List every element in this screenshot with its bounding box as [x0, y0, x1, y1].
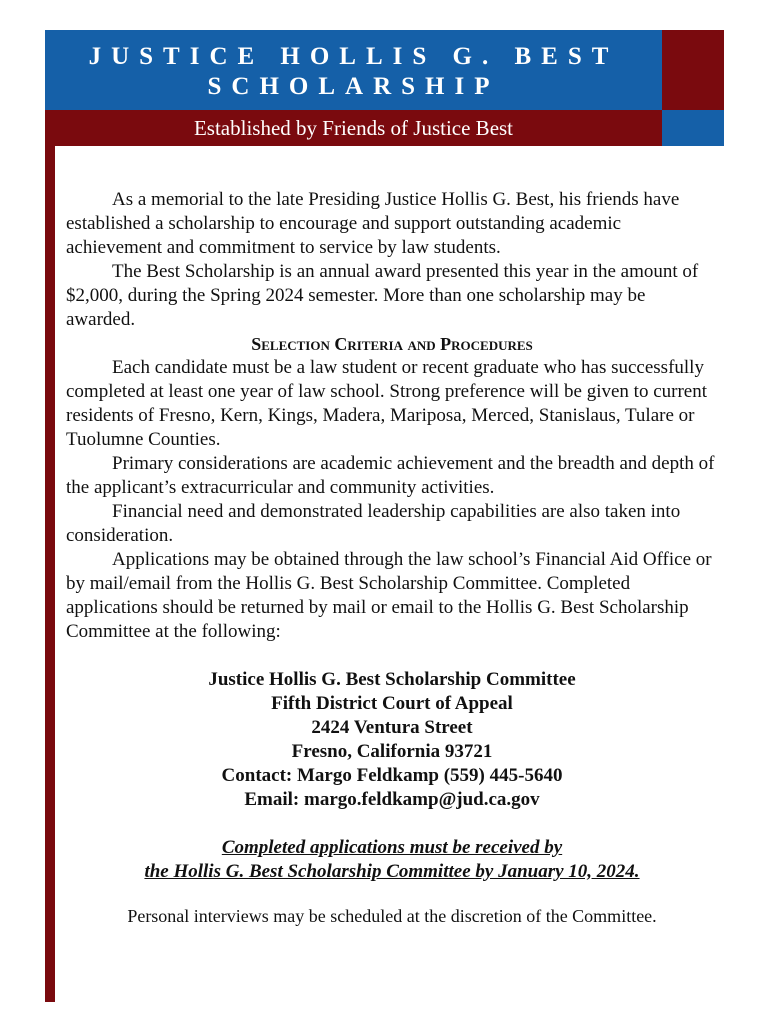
address-committee-name: Justice Hollis G. Best Scholarship Committee [208, 669, 576, 690]
committee-address [66, 668, 718, 812]
subheader-corner-block [662, 110, 724, 146]
document-body [66, 188, 718, 928]
address-contact: Contact: Margo Feldkamp (559) 445-5640 [221, 765, 563, 786]
header-corner-block [662, 30, 724, 110]
page-subtitle: Established by Friends of Justice Best [45, 110, 662, 146]
deadline-line2: the Hollis G. Best Scholarship Committee by January 10, 2024. [144, 861, 640, 882]
address-city: Fresno, California 93721 [291, 741, 493, 762]
address-email: Email: margo.feldkamp@jud.ca.gov [244, 789, 540, 810]
section-heading: Selection Criteria and Procedures [251, 334, 533, 354]
criteria-paragraph-financial: Financial need and demonstrated leadership capabilities are also taken into consideration. [66, 501, 681, 546]
page-title-line2: SCHOLARSHIP [207, 73, 500, 100]
address-court: Fifth District Court of Appeal [271, 693, 513, 714]
header-banner [45, 30, 662, 110]
criteria-paragraph-applications: Applications may be obtained through the law school’s Financial Aid Office or by mail/email from the Hollis G. Best Scholarship Committee. Completed applications should be returned by mail or email to the Hollis G. Best Scholarship Committee at the following: [66, 549, 712, 642]
left-accent-bar [45, 146, 55, 1002]
intro-paragraph-award: The Best Scholarship is an annual award presented this year in the amount of $2,000, during the Spring 2024 semester. More than one scholarship may be awarded. [66, 261, 699, 330]
page-title-line1: JUSTICE HOLLIS G. BEST [88, 43, 619, 70]
deadline-line1: Completed applications must be received by [221, 837, 563, 858]
interviews-note: Personal interviews may be scheduled at the discretion of the Committee. [127, 906, 657, 926]
deadline-notice [66, 836, 718, 884]
criteria-paragraph-eligibility: Each candidate must be a law student or recent graduate who has successfully completed at least one year of law school. Strong preference will be given to current residents of Fresno, Kern, Kings, Madera, Mariposa, Merced, Stanislaus, Tulare or Tuolumne Counties. [66, 357, 708, 450]
address-street: 2424 Ventura Street [311, 717, 473, 738]
intro-paragraph-memorial: As a memorial to the late Presiding Justice Hollis G. Best, his friends have established a scholarship to encourage and support outstanding academic achievement and commitment to service by law students. [66, 189, 680, 258]
criteria-paragraph-considerations: Primary considerations are academic achievement and the breadth and depth of the applicant’s extracurricular and community activities. [66, 453, 715, 498]
